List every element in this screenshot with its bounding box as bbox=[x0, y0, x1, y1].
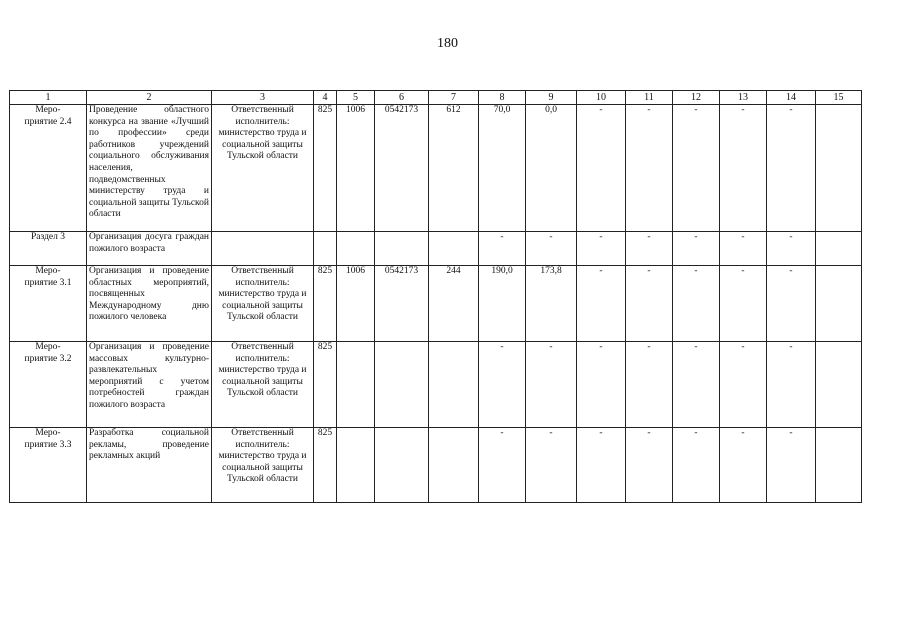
cell-col-10: - bbox=[577, 266, 626, 342]
cell-col-4 bbox=[314, 232, 337, 266]
table-row bbox=[10, 266, 862, 342]
table-row bbox=[10, 428, 862, 503]
row-description: Проведение областного конкурса на звание «Лучший по профессии» среди работников учреждений социального обслуживания населения, подведомственных министерству труда и социальной защиты Тульской области bbox=[87, 105, 212, 232]
cell-col-8: - bbox=[479, 342, 526, 428]
row-label: Меро- приятие 3.2 bbox=[10, 342, 87, 428]
cell-col-14: - bbox=[767, 428, 816, 503]
column-header-4: 4 bbox=[314, 91, 337, 105]
cell-col-7 bbox=[429, 342, 479, 428]
cell-col-8: - bbox=[479, 232, 526, 266]
cell-col-5: 1006 bbox=[337, 266, 375, 342]
cell-col-11: - bbox=[626, 342, 673, 428]
cell-col-15 bbox=[816, 105, 862, 232]
column-header-3: 3 bbox=[212, 91, 314, 105]
cell-col-13: - bbox=[720, 342, 767, 428]
cell-col-4: 825 bbox=[314, 428, 337, 503]
cell-col-6: 0542173 bbox=[375, 266, 429, 342]
cell-col-9: 173,8 bbox=[526, 266, 577, 342]
cell-col-5: 1006 bbox=[337, 105, 375, 232]
cell-col-10: - bbox=[577, 232, 626, 266]
column-header-5: 5 bbox=[337, 91, 375, 105]
header-row bbox=[10, 91, 862, 105]
cell-col-5 bbox=[337, 342, 375, 428]
cell-col-7: 244 bbox=[429, 266, 479, 342]
column-header-14: 14 bbox=[767, 91, 816, 105]
cell-col-14: - bbox=[767, 232, 816, 266]
column-header-15: 15 bbox=[816, 91, 862, 105]
column-header-10: 10 bbox=[577, 91, 626, 105]
cell-col-7: 612 bbox=[429, 105, 479, 232]
column-header-7: 7 bbox=[429, 91, 479, 105]
row-executor: Ответственный исполнитель: министерство труда и социальной защиты Тульской области bbox=[212, 105, 314, 232]
cell-col-12: - bbox=[673, 232, 720, 266]
table-row bbox=[10, 342, 862, 428]
page-number: 180 bbox=[437, 36, 458, 51]
cell-col-12: - bbox=[673, 105, 720, 232]
cell-col-11: - bbox=[626, 266, 673, 342]
row-description: Разработка социальной рекламы, проведение рекламных акций bbox=[87, 428, 212, 503]
cell-col-8: 70,0 bbox=[479, 105, 526, 232]
column-header-6: 6 bbox=[375, 91, 429, 105]
cell-col-14: - bbox=[767, 342, 816, 428]
cell-col-4: 825 bbox=[314, 105, 337, 232]
cell-col-15 bbox=[816, 342, 862, 428]
cell-col-14: - bbox=[767, 266, 816, 342]
row-label: Меро- приятие 2.4 bbox=[10, 105, 87, 232]
cell-col-6: 0542173 bbox=[375, 105, 429, 232]
column-header-9: 9 bbox=[526, 91, 577, 105]
cell-col-9: 0,0 bbox=[526, 105, 577, 232]
cell-col-8: - bbox=[479, 428, 526, 503]
column-header-13: 13 bbox=[720, 91, 767, 105]
cell-col-12: - bbox=[673, 342, 720, 428]
table-row bbox=[10, 105, 862, 232]
row-label: Меро- приятие 3.3 bbox=[10, 428, 87, 503]
table-row bbox=[10, 232, 862, 266]
row-description: Организация и проведение областных мероприятий, посвященных Международному дню пожилого человека bbox=[87, 266, 212, 342]
row-description: Организация досуга граждан пожилого возраста bbox=[87, 232, 212, 266]
column-header-8: 8 bbox=[479, 91, 526, 105]
cell-col-10: - bbox=[577, 105, 626, 232]
row-description: Организация и проведение массовых культурно-развлекательных мероприятий с учетом потребностей граждан пожилого возраста bbox=[87, 342, 212, 428]
cell-col-5 bbox=[337, 232, 375, 266]
cell-col-7 bbox=[429, 428, 479, 503]
cell-col-7 bbox=[429, 232, 479, 266]
column-header-11: 11 bbox=[626, 91, 673, 105]
cell-col-9: - bbox=[526, 428, 577, 503]
cell-col-9: - bbox=[526, 342, 577, 428]
cell-col-14: - bbox=[767, 105, 816, 232]
cell-col-12: - bbox=[673, 266, 720, 342]
cell-col-10: - bbox=[577, 428, 626, 503]
table-body bbox=[10, 105, 862, 503]
cell-col-5 bbox=[337, 428, 375, 503]
column-header-12: 12 bbox=[673, 91, 720, 105]
cell-col-4: 825 bbox=[314, 266, 337, 342]
cell-col-4: 825 bbox=[314, 342, 337, 428]
row-executor: Ответственный исполнитель: министерство труда и социальной защиты Тульской области bbox=[212, 266, 314, 342]
cell-col-10: - bbox=[577, 342, 626, 428]
row-label: Раздел 3 bbox=[10, 232, 87, 266]
row-executor: Ответственный исполнитель: министерство труда и социальной защиты Тульской области bbox=[212, 428, 314, 503]
row-label: Меро- приятие 3.1 bbox=[10, 266, 87, 342]
row-executor bbox=[212, 232, 314, 266]
cell-col-6 bbox=[375, 232, 429, 266]
cell-col-9: - bbox=[526, 232, 577, 266]
cell-col-13: - bbox=[720, 105, 767, 232]
column-header-1: 1 bbox=[10, 91, 87, 105]
row-executor: Ответственный исполнитель: министерство труда и социальной защиты Тульской области bbox=[212, 342, 314, 428]
cell-col-12: - bbox=[673, 428, 720, 503]
cell-col-13: - bbox=[720, 266, 767, 342]
cell-col-15 bbox=[816, 428, 862, 503]
cell-col-11: - bbox=[626, 428, 673, 503]
cell-col-11: - bbox=[626, 232, 673, 266]
cell-col-6 bbox=[375, 342, 429, 428]
cell-col-8: 190,0 bbox=[479, 266, 526, 342]
cell-col-11: - bbox=[626, 105, 673, 232]
program-table bbox=[9, 90, 862, 503]
cell-col-13: - bbox=[720, 232, 767, 266]
column-header-2: 2 bbox=[87, 91, 212, 105]
cell-col-6 bbox=[375, 428, 429, 503]
cell-col-15 bbox=[816, 266, 862, 342]
cell-col-15 bbox=[816, 232, 862, 266]
cell-col-13: - bbox=[720, 428, 767, 503]
